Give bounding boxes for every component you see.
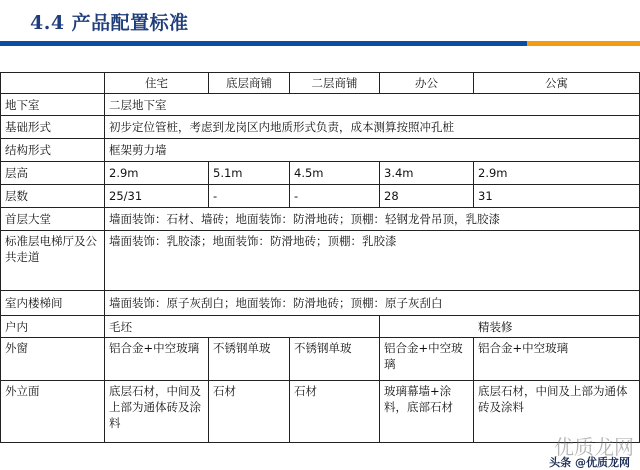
watermark-sub: 头条 @优质龙网 (549, 456, 630, 469)
table-row (1, 162, 640, 185)
row-value: 墙面装饰：原子灰刮白；地面装饰：防滑地砖；顶棚：原子灰刮白 (105, 291, 640, 316)
cell-value: 铝合金+中空玻璃 (380, 338, 474, 381)
row-value: 墙面装饰：石材、墙砖；地面装饰：防滑地砖；顶棚：轻钢龙骨吊顶，乳胶漆 (105, 208, 640, 231)
cell-value: 石材 (209, 381, 290, 443)
table-row (1, 208, 640, 231)
watermark-text: 优质龙网 (554, 435, 634, 459)
header-apartment: 公寓 (474, 73, 640, 94)
header-cell-empty (1, 73, 105, 94)
row-label: 基础形式 (1, 116, 105, 139)
cell-value: 玻璃幕墙+涂料，底部石材 (380, 381, 474, 443)
cell-value: 底层石材，中间及上部为通体砖及涂料 (105, 381, 209, 443)
header-second-shops: 二层商铺 (290, 73, 380, 94)
cell-value: 3.4m (380, 162, 474, 185)
row-label: 标准层电梯厅及公共走道 (1, 231, 105, 291)
row-label: 地下室 (1, 94, 105, 116)
cell-value: - (290, 185, 380, 208)
interior-fine: 精装修 (380, 316, 640, 338)
row-label: 层数 (1, 185, 105, 208)
cell-value: 5.1m (209, 162, 290, 185)
row-label: 室内楼梯间 (1, 291, 105, 316)
table-row (1, 316, 640, 338)
cell-value: 31 (474, 185, 640, 208)
header-office: 办公 (380, 73, 474, 94)
row-label: 结构形式 (1, 139, 105, 162)
cell-value: 2.9m (474, 162, 640, 185)
cell-value: - (209, 185, 290, 208)
cell-value: 28 (380, 185, 474, 208)
interior-rough: 毛坯 (105, 316, 380, 338)
cell-value: 不锈钢单玻 (209, 338, 290, 381)
table-row (1, 116, 640, 139)
table-row (1, 231, 640, 291)
row-label: 外窗 (1, 338, 105, 381)
header-residential: 住宅 (105, 73, 209, 94)
cell-value: 25/31 (105, 185, 209, 208)
table-row (1, 185, 640, 208)
header-ground-shops: 底层商铺 (209, 73, 290, 94)
cell-value: 2.9m (105, 162, 209, 185)
config-table-container (0, 72, 640, 443)
table-row (1, 291, 640, 316)
row-value: 墙面装饰：乳胶漆；地面装饰：防滑地砖；顶棚：乳胶漆 (105, 231, 640, 291)
row-label: 首层大堂 (1, 208, 105, 231)
cell-value: 石材 (290, 381, 380, 443)
cell-value: 铝合金+中空玻璃 (474, 338, 640, 381)
row-label: 外立面 (1, 381, 105, 443)
table-row (1, 338, 640, 381)
cell-value: 底层石材，中间及上部为通体砖及涂料 (474, 381, 640, 443)
row-label: 层高 (1, 162, 105, 185)
page-title: 4.4 产品配置标准 (30, 12, 189, 34)
config-table (0, 72, 640, 443)
table-header-row (1, 73, 640, 94)
cell-value: 铝合金+中空玻璃 (105, 338, 209, 381)
table-row (1, 139, 640, 162)
row-value: 初步定位管桩，考虑到龙岗区内地质形式负责，成本测算按照冲孔桩 (105, 116, 640, 139)
cell-value: 不锈钢单玻 (290, 338, 380, 381)
row-value: 二层地下室 (105, 94, 640, 116)
cell-value: 4.5m (290, 162, 380, 185)
table-row (1, 381, 640, 443)
row-label: 户内 (1, 316, 105, 338)
row-value: 框架剪力墙 (105, 139, 640, 162)
table-row (1, 94, 640, 116)
title-underline-orange (527, 41, 640, 46)
